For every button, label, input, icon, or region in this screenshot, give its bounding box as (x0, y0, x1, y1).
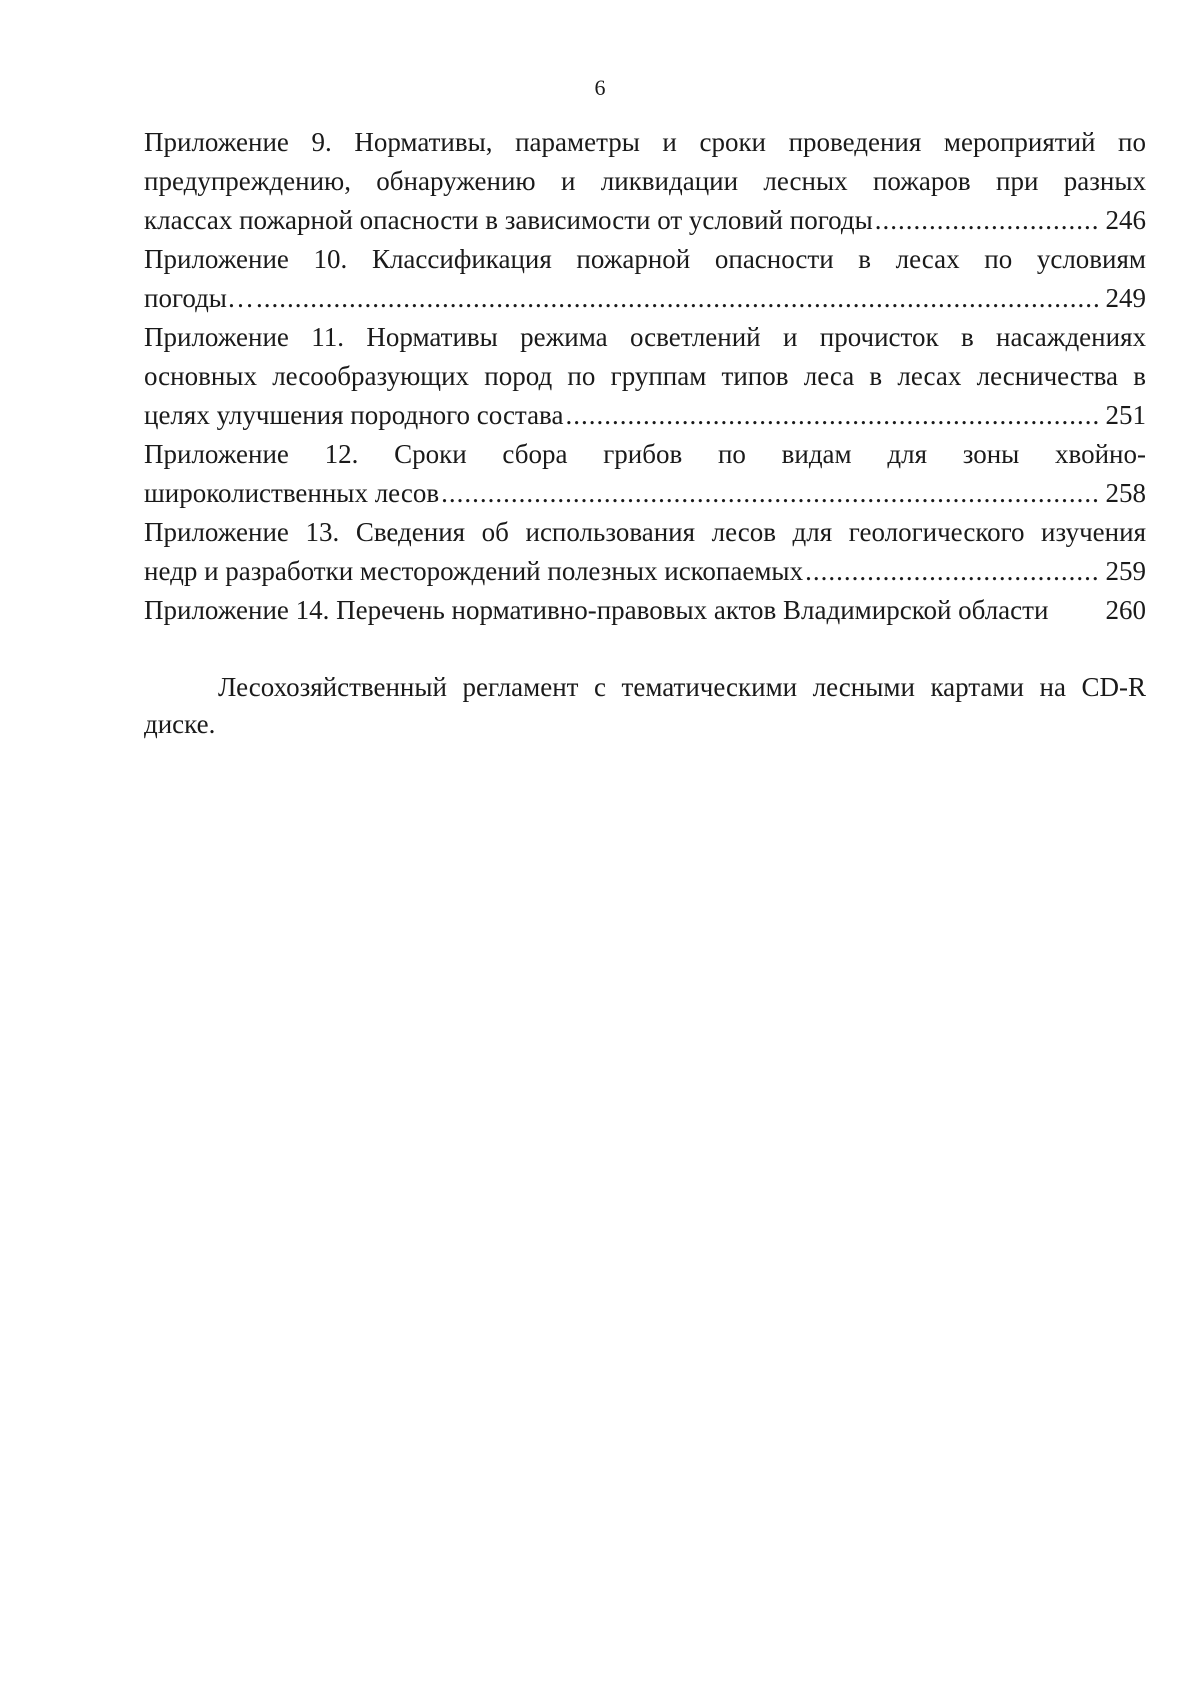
note-text-line: Лесохозяйственный регламент с тематическими лесными картами на CD-R (218, 672, 1146, 702)
toc-page-number: 259 (1105, 556, 1146, 586)
toc-dot-leader (805, 552, 1099, 591)
cd-r-note (144, 669, 1146, 743)
toc-dot-leader (565, 396, 1099, 435)
toc-entry-text-line: целях улучшения породного состава (144, 400, 564, 430)
toc-dot-leader (875, 201, 1100, 240)
toc-entry-appendix-14 (144, 591, 1146, 630)
toc-page-number: 258 (1105, 478, 1146, 508)
toc-page-number: 260 (1105, 595, 1146, 625)
toc-entry-appendix-10 (144, 240, 1146, 318)
toc-entry-text-line: погоды… (144, 283, 254, 313)
toc-entry-appendix-11 (144, 318, 1146, 435)
toc-entry-appendix-12 (144, 435, 1146, 513)
toc-entry-appendix-13 (144, 513, 1146, 591)
page-number: 6 (594, 75, 606, 100)
toc-entry-text-line: Приложение 10. Классификация пожарной опасности в лесах по условиям (144, 244, 1146, 274)
toc-entry-text-line: Приложение 13. Сведения об использования лесов для геологического изучения (144, 517, 1146, 547)
toc-entry-appendix-9 (144, 123, 1146, 240)
table-of-contents (144, 123, 1146, 630)
toc-dot-leader (441, 474, 1099, 513)
toc-entry-text-line: предупреждению, обнаружению и ликвидации лесных пожаров при разных (144, 166, 1146, 196)
note-text-line: диске. (144, 709, 216, 739)
toc-dot-leader (256, 279, 1100, 318)
toc-entry-text-line: широколиственных лесов (144, 478, 440, 508)
toc-entry-text-line: Приложение 12. Сроки сбора грибов по видам для зоны хвойно- (144, 439, 1146, 469)
toc-page-number: 246 (1105, 205, 1146, 235)
toc-page-number: 251 (1105, 400, 1146, 430)
toc-entry-text-line: Приложение 11. Нормативы режима осветлений и прочисток в насаждениях (144, 322, 1146, 352)
toc-entry-text-line: основных лесообразующих пород по группам типов леса в лесах лесничества в (144, 361, 1146, 391)
toc-page-number: 249 (1105, 283, 1146, 313)
toc-entry-text-line: классах пожарной опасности в зависимости от условий погоды (144, 205, 873, 235)
toc-entry-text-line: Приложение 9. Нормативы, параметры и сроки проведения мероприятий по (144, 127, 1146, 157)
toc-entry-text-line: Приложение 14. Перечень нормативно-правовых актов Владимирской области (144, 595, 1049, 625)
toc-entry-text-line: недр и разработки месторождений полезных ископаемых (144, 556, 804, 586)
